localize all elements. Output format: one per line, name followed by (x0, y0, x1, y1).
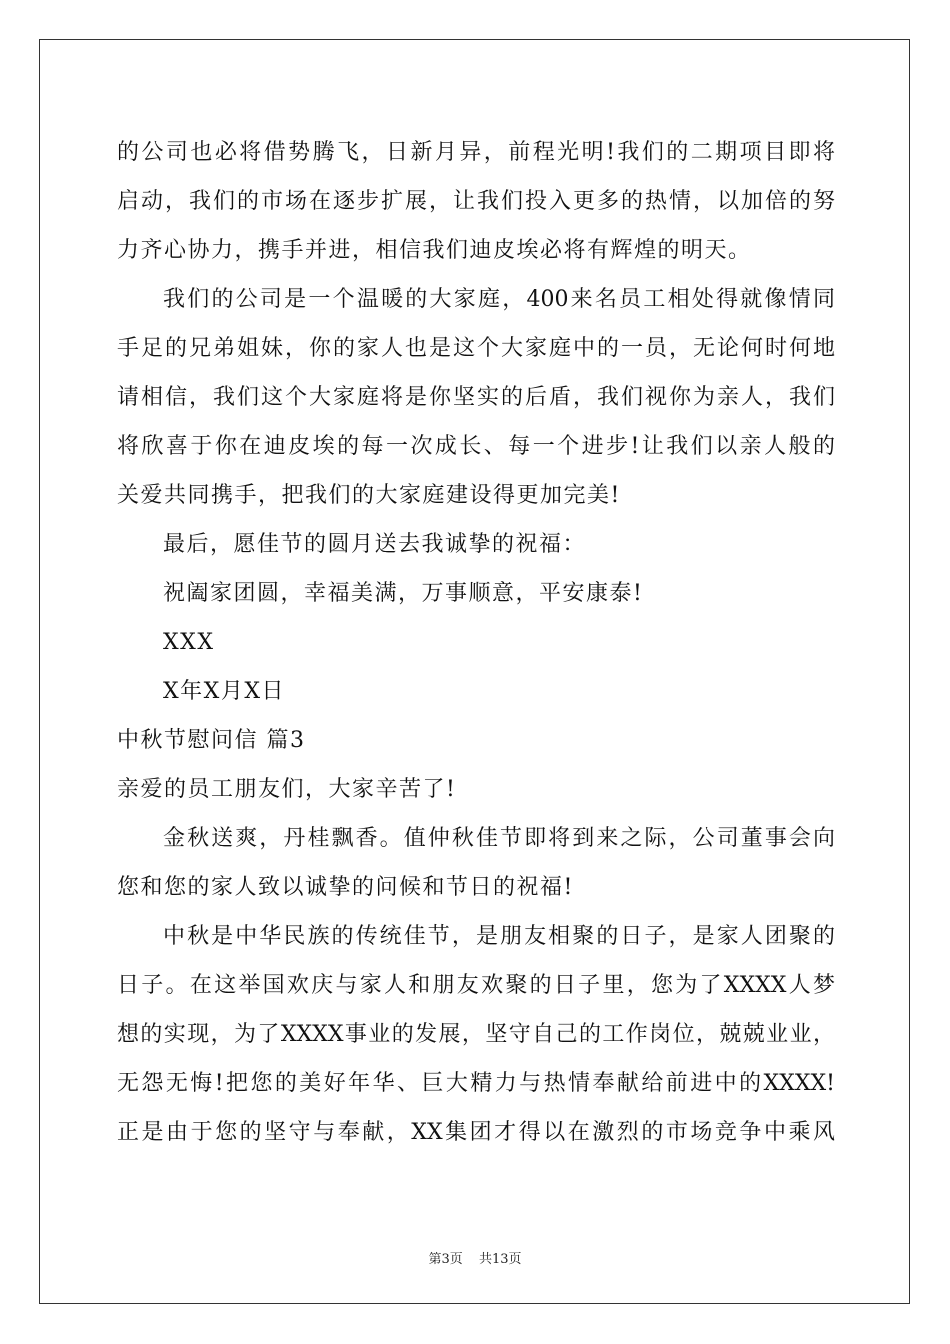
text-line: 您和您的家人致以诚挚的问候和节日的祝福! (117, 875, 574, 900)
text-line: 的公司也必将借势腾飞，日新月异，前程光明!我们的二期项目即将 (117, 140, 835, 165)
text-line: 请相信，我们这个大家庭将是你坚实的后盾，我们视你为亲人，我们 (117, 385, 835, 410)
text-line: 无怨无悔!把您的美好年华、巨大精力与热情奉献给前进中的XXXX! (117, 1071, 835, 1096)
signature-name: XXX (163, 630, 215, 655)
salutation: 亲爱的员工朋友们，大家辛苦了! (117, 777, 457, 802)
text-line: 最后，愿佳节的圆月送去我诚挚的祝福： (163, 532, 587, 557)
text-line: 关爱共同携手，把我们的大家庭建设得更加完美! (117, 483, 621, 508)
text-line: 金秋送爽，丹桂飘香。值仲秋佳节即将到来之际，公司董事会向 (163, 826, 835, 851)
page-number: 第3页 (428, 1252, 463, 1267)
page-footer (0, 1248, 950, 1267)
document-body (117, 128, 835, 1157)
text-line: 祝阖家团圆，幸福美满，万事顺意，平安康泰! (163, 581, 644, 606)
text-line: 中秋是中华民族的传统佳节，是朋友相聚的日子，是家人团聚的 (163, 924, 835, 949)
text-line: 手足的兄弟姐妹，你的家人也是这个大家庭中的一员，无论何时何地 (117, 336, 835, 361)
text-line: 日子。在这举国欢庆与家人和朋友欢聚的日子里，您为了XXXX人梦 (117, 973, 835, 998)
text-line: 想的实现，为了XXXX事业的发展，坚守自己的工作岗位，兢兢业业， (117, 1022, 835, 1047)
section-heading: 中秋节慰问信 篇3 (117, 728, 306, 753)
text-line: 力齐心协力，携手并进，相信我们迪皮埃必将有辉煌的明天。 (117, 238, 752, 263)
text-line: 我们的公司是一个温暖的大家庭，400来名员工相处得就像情同 (163, 287, 835, 312)
text-line: 将欣喜于你在迪皮埃的每一次成长、每一个进步!让我们以亲人般的 (117, 434, 835, 459)
signature-date: X年X月X日 (163, 679, 285, 704)
text-line: 正是由于您的坚守与奉献，XX集团才得以在激烈的市场竞争中乘风 (117, 1120, 835, 1145)
text-line: 启动，我们的市场在逐步扩展，让我们投入更多的热情，以加倍的努 (117, 189, 835, 214)
page-total: 共13页 (478, 1252, 522, 1267)
